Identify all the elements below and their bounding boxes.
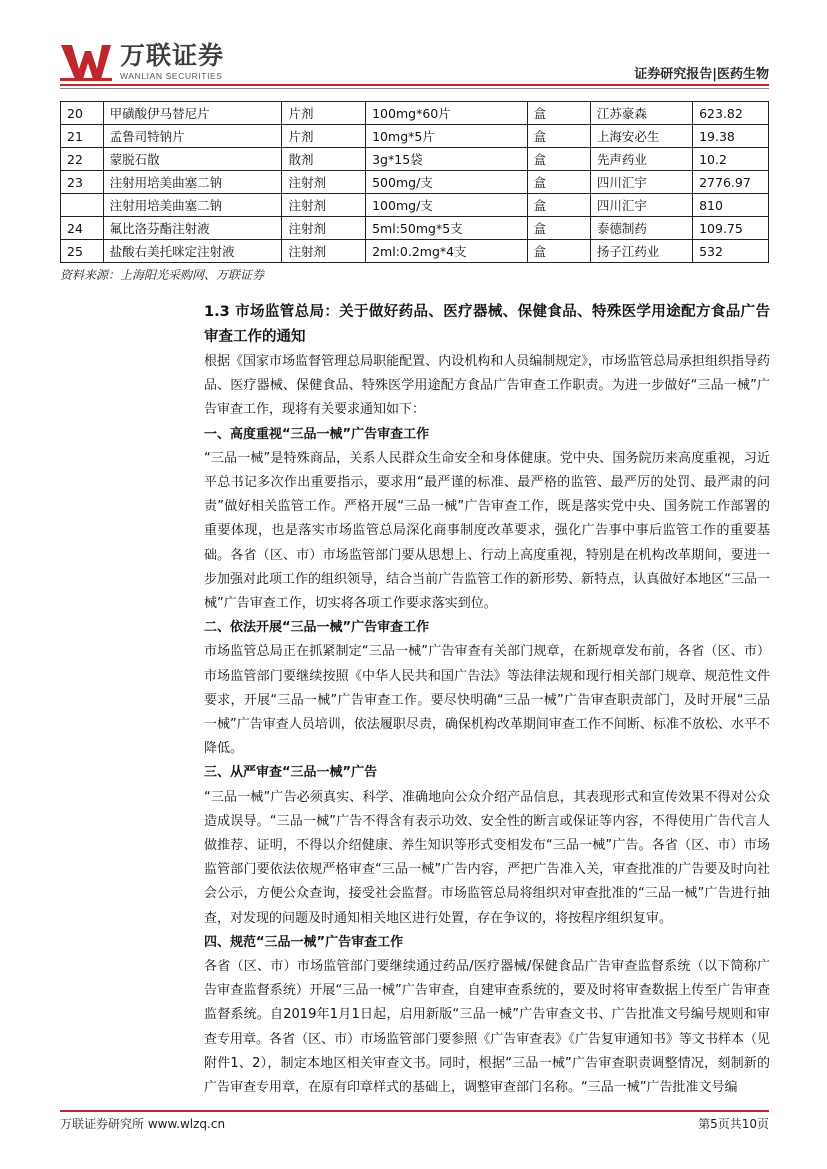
paragraph-2: 市场监管总局正在抓紧制定“三品一械”广告审查有关部门规章，在新规章发布前，各省（区、市）市场监管部门要继续按照《中华人民共和国广告法》等法律法规和现行相关部门规章、规范性文件要求，开展“三品一械”广告审查工作。要尽快明确“三品一械”广告审查职责部门，及时开展“三品一械”广告审查人员培训，依法履职尽责，确保机构改革期间审查工作不间断、标准不放松、水平不降低。: [204, 644, 770, 757]
table-cell-form: 注射剂: [282, 217, 366, 240]
table-cell-name: 盐酸右美托咪定注射液: [103, 240, 282, 263]
table-cell-spec: 10mg*5片: [366, 125, 528, 148]
report-category: 证券研究报告|医药生物: [634, 67, 769, 82]
table-cell-name: 注射用培美曲塞二钠: [103, 171, 282, 194]
logo-chinese-name: 万联证券: [120, 41, 225, 70]
table-source-note: 资料来源：上海阳光采购网、万联证券: [60, 268, 265, 282]
table-cell-name: 甲磺酸伊马替尼片: [103, 102, 282, 125]
table-cell-no: 23: [61, 171, 104, 194]
table-cell-no: 22: [61, 148, 104, 171]
table-cell-company: 先声药业: [590, 148, 692, 171]
table-cell-company: 四川汇宇: [590, 194, 692, 217]
wanlian-logo-icon: [60, 43, 112, 81]
table-cell-unit: 盒: [527, 102, 590, 125]
table-cell-no: 20: [61, 102, 104, 125]
table-cell-name: 氟比洛芬酯注射液: [103, 217, 282, 240]
table-cell-form: 片剂: [282, 102, 366, 125]
table-cell-name: 蒙脱石散: [103, 148, 282, 171]
heading-1: 一、高度重视“三品一械”广告审查工作: [204, 426, 430, 442]
table-cell-price: 19.38: [693, 125, 769, 148]
table-cell-no: 24: [61, 217, 104, 240]
table-cell-spec: 3g*15袋: [366, 148, 528, 171]
table-cell-form: 注射剂: [282, 171, 366, 194]
table-cell-unit: 盒: [527, 171, 590, 194]
table-row: [61, 102, 769, 125]
table-cell-form: 散剂: [282, 148, 366, 171]
paragraph-intro: 根据《国家市场监督管理总局职能配置、内设机构和人员编制规定》，市场监管总局承担组织指导药品、医疗器械、保健食品、特殊医学用途配方食品广告审查工作职责。为进一步做好“三品一械”广告审查工作，现将有关要求通知如下：: [204, 354, 770, 418]
table-cell-company: 江苏豪森: [590, 102, 692, 125]
drug-price-table: [60, 101, 769, 263]
table-row: [61, 171, 769, 194]
table-cell-spec: 100mg/支: [366, 194, 528, 217]
table-cell-company: 四川汇宇: [590, 171, 692, 194]
table-cell-price: 109.75: [693, 217, 769, 240]
table-cell-unit: 盒: [527, 125, 590, 148]
table-row: [61, 125, 769, 148]
table-row: [61, 217, 769, 240]
header-divider: [60, 84, 769, 86]
table-cell-unit: 盒: [527, 240, 590, 263]
heading-3: 三、从严审查“三品一械”广告: [204, 765, 378, 781]
article-body: [204, 300, 770, 1100]
table-cell-company: 扬子江药业: [590, 240, 692, 263]
footer-page-number: 第5页共10页: [698, 1117, 769, 1131]
table-cell-name: 注射用培美曲塞二钠: [103, 194, 282, 217]
table-cell-unit: 盒: [527, 217, 590, 240]
table-cell-no: [61, 194, 104, 217]
table-row: [61, 194, 769, 217]
page-header: [0, 0, 827, 90]
header-divider-thin: [60, 88, 769, 89]
table-cell-no: 21: [61, 125, 104, 148]
heading-2: 二、依法开展“三品一械”广告审查工作: [204, 620, 430, 636]
table-cell-price: 2776.97: [693, 171, 769, 194]
table-row: [61, 148, 769, 171]
paragraph-1: “三品一械”是特殊商品，关系人民群众生命安全和身体健康。党中央、国务院历来高度重视，习近平总书记多次作出重要指示，要求用“最严谨的标准、最严格的监管、最严厉的处罚、最严肃的问责”做好相关监管工作。严格开展“三品一械”广告审查工作，既是落实党中央、国务院工作部署的重要体现，也是落实市场监管总局深化商事制度改革要求，强化广告事中事后监管工作的重要基础。各省（区、市）市场监管部门要从思想上、行动上高度重视，特别是在机构改革期间，要进一步加强对此项工作的组织领导，结合当前广告监管工作的新形势、新特点，认真做好本地区“三品一械”广告审查工作，切实将各项工作要求落实到位。: [204, 450, 770, 612]
paragraph-4: 各省（区、市）市场监管部门要继续通过药品/医疗器械/保健食品广告审查监督系统（以下简称广告审查监督系统）开展“三品一械”广告审查，自建审查系统的，要及时将审查数据上传至广告审查监督系统。自2019年1月1日起，启用新版“三品一械”广告审查文书、广告批准文号编号规则和审查专用章。各省（区、市）市场监管部门要参照《广告审查表》《广告复审通知书》等文书样本（见附件1、2），制定本地区相关审查文书。同时，根据“三品一械”广告审查职责调整情况，刻制新的广告审查专用章，在原有印章样式的基础上，调整审查部门名称。“三品一械”广告批准文号编: [204, 959, 770, 1096]
table-cell-company: 泰德制药: [590, 217, 692, 240]
table-cell-unit: 盒: [527, 194, 590, 217]
table-cell-price: 623.82: [693, 102, 769, 125]
table-cell-form: 注射剂: [282, 240, 366, 263]
table-cell-spec: 500mg/支: [366, 171, 528, 194]
table-cell-spec: 100mg*60片: [366, 102, 528, 125]
table-cell-form: 注射剂: [282, 194, 366, 217]
table-cell-price: 10.2: [693, 148, 769, 171]
table-cell-form: 片剂: [282, 125, 366, 148]
heading-4: 四、规范“三品一械”广告审查工作: [204, 934, 404, 950]
table-cell-spec: 5ml:50mg*5支: [366, 217, 528, 240]
footer-institute: 万联证券研究所 www.wlzq.cn: [60, 1117, 226, 1131]
table-cell-no: 25: [61, 240, 104, 263]
table-row: [61, 240, 769, 263]
table-cell-name: 孟鲁司特钠片: [103, 125, 282, 148]
table-cell-price: 532: [693, 240, 769, 263]
table-cell-company: 上海安必生: [590, 125, 692, 148]
table-cell-spec: 2ml:0.2mg*4支: [366, 240, 528, 263]
footer-divider: [60, 1110, 769, 1112]
table-cell-price: 810: [693, 194, 769, 217]
table-cell-unit: 盒: [527, 148, 590, 171]
section-title: 1.3 市场监管总局：关于做好药品、医疗器械、保健食品、特殊医学用途配方食品广告审查工作的通知: [204, 304, 770, 345]
paragraph-3: “三品一械”广告必须真实、科学、准确地向公众介绍产品信息，其表现形式和宣传效果不得对公众造成误导。“三品一械”广告不得含有表示功效、安全性的断言或保证等内容，不得使用广告代言人做推荐、证明，不得以介绍健康、养生知识等形式变相发布“三品一械”广告。各省（区、市）市场监管部门要依法依规严格审查“三品一械”广告内容，严把广告准入关，审查批准的广告要及时向社会公示，方便公众查询，接受社会监督。市场监管总局将组织对审查批准的“三品一械”广告进行抽查，对发现的问题及时通知相关地区进行处置，存在争议的，将按程序组织复审。: [204, 789, 770, 926]
logo-english-name: WANLIAN SECURITIES: [120, 71, 223, 81]
